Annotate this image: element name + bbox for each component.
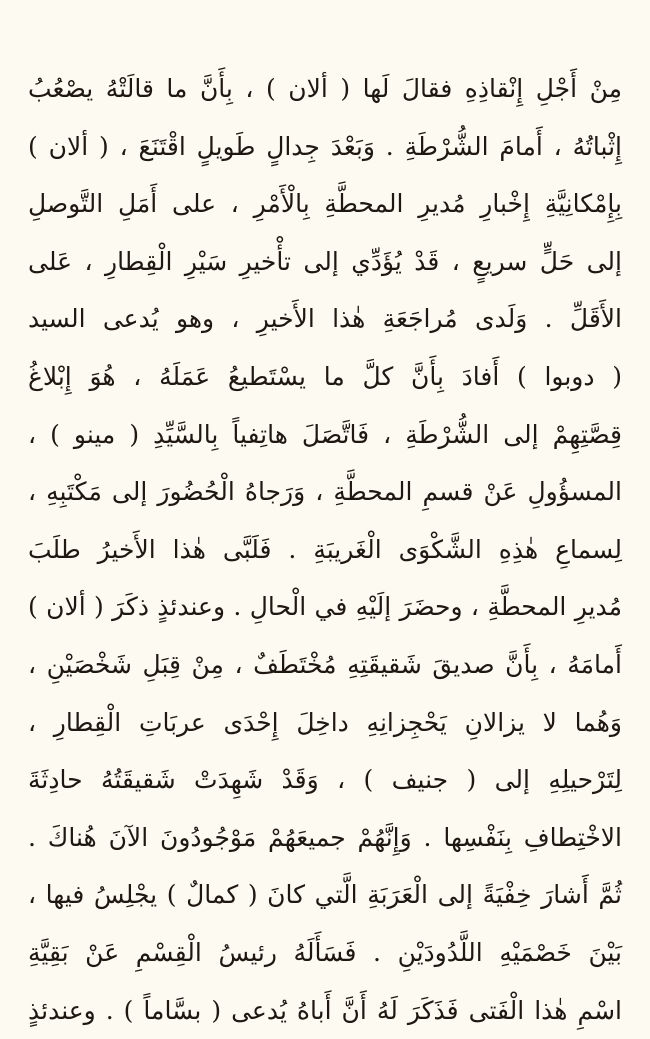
text-line: بِإِمْكانِيَّةِ إِخْبارِ مُديرِ المحطَّةِ بِالْأَمْرِ ، على أَمَلِ التَّوصلِ bbox=[28, 175, 622, 233]
body-text bbox=[28, 60, 622, 1039]
text-line: مِنْ أَجْلِ إِنْقاذِهِ فقالَ لَها ( ألان ) ، بِأَنَّ ما قالَتْهُ يصْعُبُ bbox=[28, 60, 622, 118]
text-line: وَهُما لا يزالانِ يَحْجِزانِهِ داخِلَ إِحْدَى عربَاتِ الْقِطارِ ، bbox=[28, 694, 622, 752]
text-line: ( دوبوا ) أَفادَ بِأَنَّ كلَّ ما يسْتَطيعُ عَمَلَهُ ، هُوَ إِبْلاغُ bbox=[28, 348, 622, 406]
text-line: ثُمَّ أَشارَ خِفْيَةً إلى الْعَرَبَةِ الَّتي كانَ ( كمالٌ ) يجْلِسُ فيها ، bbox=[28, 866, 622, 924]
text-line: المسؤُولِ عَنْ قسمِ المحطَّةِ ، وَرَجاهُ الْحُضُورَ إلى مَكْتَبِهِ ، bbox=[28, 463, 622, 521]
text-line: لِسماعِ هٰذِهِ الشَّكْوَى الْغَريبَةِ . فَلَبَّى هٰذا الأَخيرُ طلَبَ bbox=[28, 521, 622, 579]
text-line: مُديرِ المحطَّةِ ، وحضَرَ إلَيْهِ في الْحالِ . وعندئذٍ ذكَرَ ( ألان ) bbox=[28, 578, 622, 636]
text-line: قِصَّتِهِمْ إلى الشُّرْطَةِ ، فَاتَّصَلَ هاتِفياً بِالسَّيِّدِ ( مينو ) ، bbox=[28, 406, 622, 464]
text-line: إِثْباتُهُ ، أَمامَ الشُّرْطَةِ . وَبَعْدَ جِدالٍ طَويلٍ اقْتَنَعَ ، ( ألان ) bbox=[28, 118, 622, 176]
text-line: أَمامَهُ ، بِأَنَّ صديقَ شَقيقَتِهِ مُخْتَطَفٌ ، مِنْ قِبَلِ شَخْصَيْنِ ، bbox=[28, 636, 622, 694]
text-line: بَيْنَ خَصْمَيْهِ اللَّدُودَيْنِ . فَسَأَلَهُ رئيسُ الْقِسْمِ عَنْ بَقِيَّةِ bbox=[28, 924, 622, 982]
text-line: اسْمِ هٰذا الْفَتى فَذَكَرَ لَهُ أَنَّ أَباهُ يُدعى ( بسَّاماً ) . وعندئذٍ bbox=[28, 982, 622, 1039]
text-line: الأَقَلِّ . وَلَدى مُراجَعَةِ هٰذا الأَخيرِ ، وهو يُدعى السيد bbox=[28, 290, 622, 348]
text-line: لِتَرْحيلِهِ إلى ( جنيف ) ، وَقَدْ شَهِدَتْ شَقيقَتُهُ حادِثَةَ bbox=[28, 751, 622, 809]
text-line: الاخْتِطافِ بِنَفْسِها . وَإِنَّهُمْ جميعَهُمْ مَوْجُودُونَ الآنَ هُناكَ . bbox=[28, 809, 622, 867]
text-line: إلى حَلٍّ سريعٍ ، قَدْ يُؤَدِّي إلى تأْخيرِ سَيْرِ الْقِطارِ ، عَلى bbox=[28, 233, 622, 291]
